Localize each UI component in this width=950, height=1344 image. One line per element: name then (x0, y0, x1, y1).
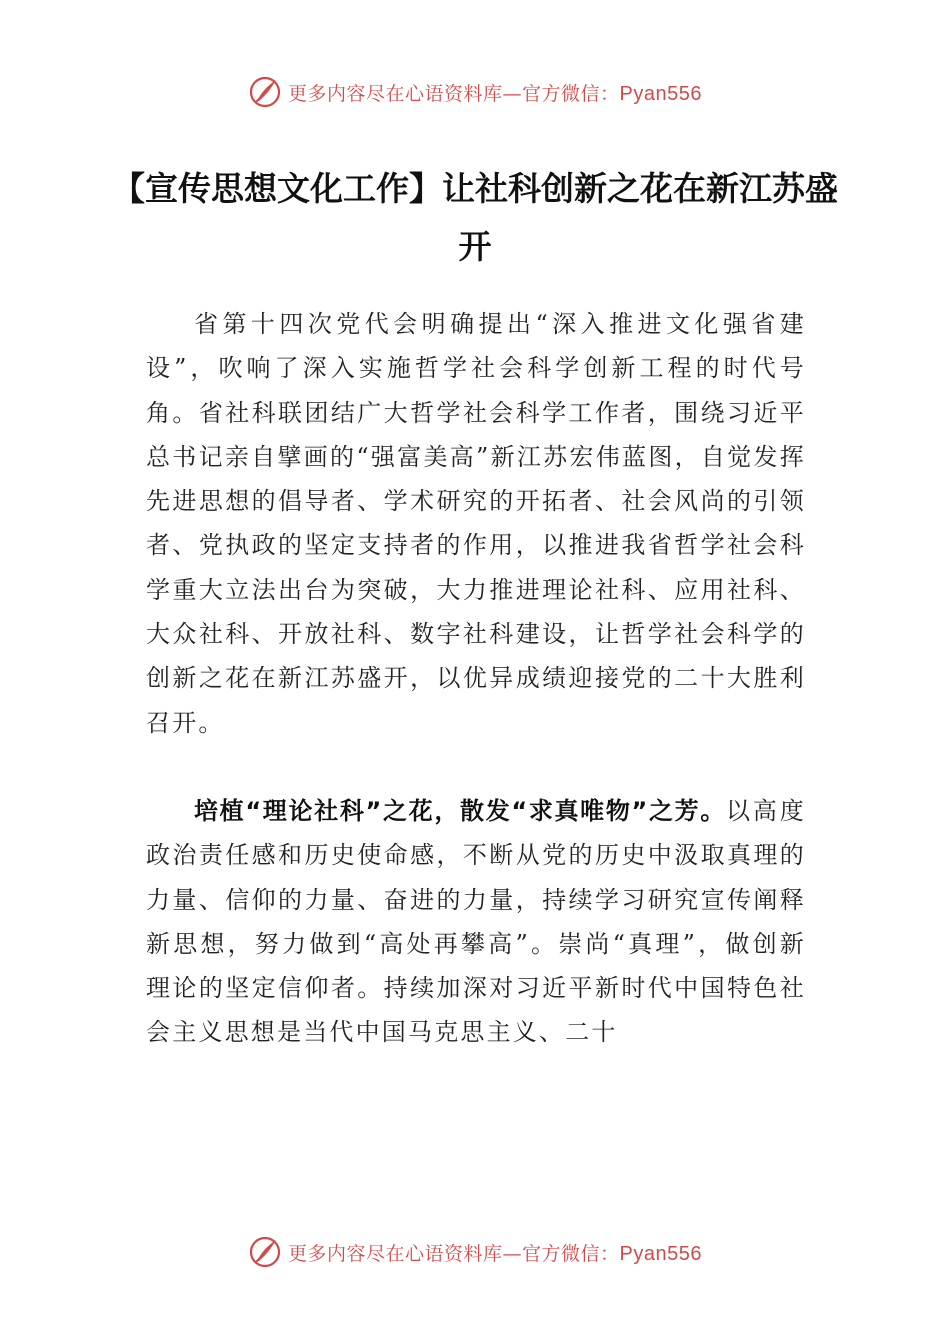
quill-pen-logo-icon (248, 75, 282, 109)
watermark-wechat-id: Pyan556 (619, 82, 702, 105)
paragraph-2-lead: 培植“理论社科”之花，散发“求真唯物”之芳。 (194, 796, 727, 825)
document-title: 【宣传思想文化工作】让社科创新之花在新江苏盛开 (112, 169, 838, 266)
watermark-text-cn: 更多内容尽在心语资料库—官方微信： (288, 1242, 620, 1265)
watermark-banner-top (0, 72, 950, 112)
watermark-text (288, 79, 702, 106)
paragraph-2-body: 以高度政治责任感和历史使命感，不断从党的历史中汲取真理的力量、信仰的力量、奋进的力量，持续学习研究宣传阐释新思想，努力做到“高处再攀高”。崇尚“真理”，做创新理论的坚定信仰者。持续加深对习近平新时代中国特色社会主义思想是当代中国马克思主义、二十 (146, 796, 806, 1047)
paragraph-2 (146, 789, 806, 1055)
watermark-wechat-id: Pyan556 (619, 1242, 702, 1265)
watermark-text-cn: 更多内容尽在心语资料库—官方微信： (288, 82, 620, 105)
paragraph-1-body: 省第十四次党代会明确提出“深入推进文化强省建设”，吹响了深入实施哲学社会科学创新工程的时代号角。省社科联团结广大哲学社会科学工作者，围绕习近平总书记亲自擘画的“强富美高”新江苏宏伟蓝图，自觉发挥先进思想的倡导者、学术研究的开拓者、社会风尚的引领者、党执政的坚定支持者的作用，以推进我省哲学社会科学重大立法出台为突破，大力推进理论社科、应用社科、大众社科、开放社科、数字社科建设，让哲学社会科学的创新之花在新江苏盛开，以优异成绩迎接党的二十大胜利召开。 (146, 310, 806, 737)
quill-pen-logo-icon (248, 1235, 282, 1269)
watermark-banner-bottom (0, 1232, 950, 1272)
document-body (146, 302, 806, 1055)
paragraph-1 (146, 302, 806, 745)
watermark-text (288, 1239, 702, 1266)
